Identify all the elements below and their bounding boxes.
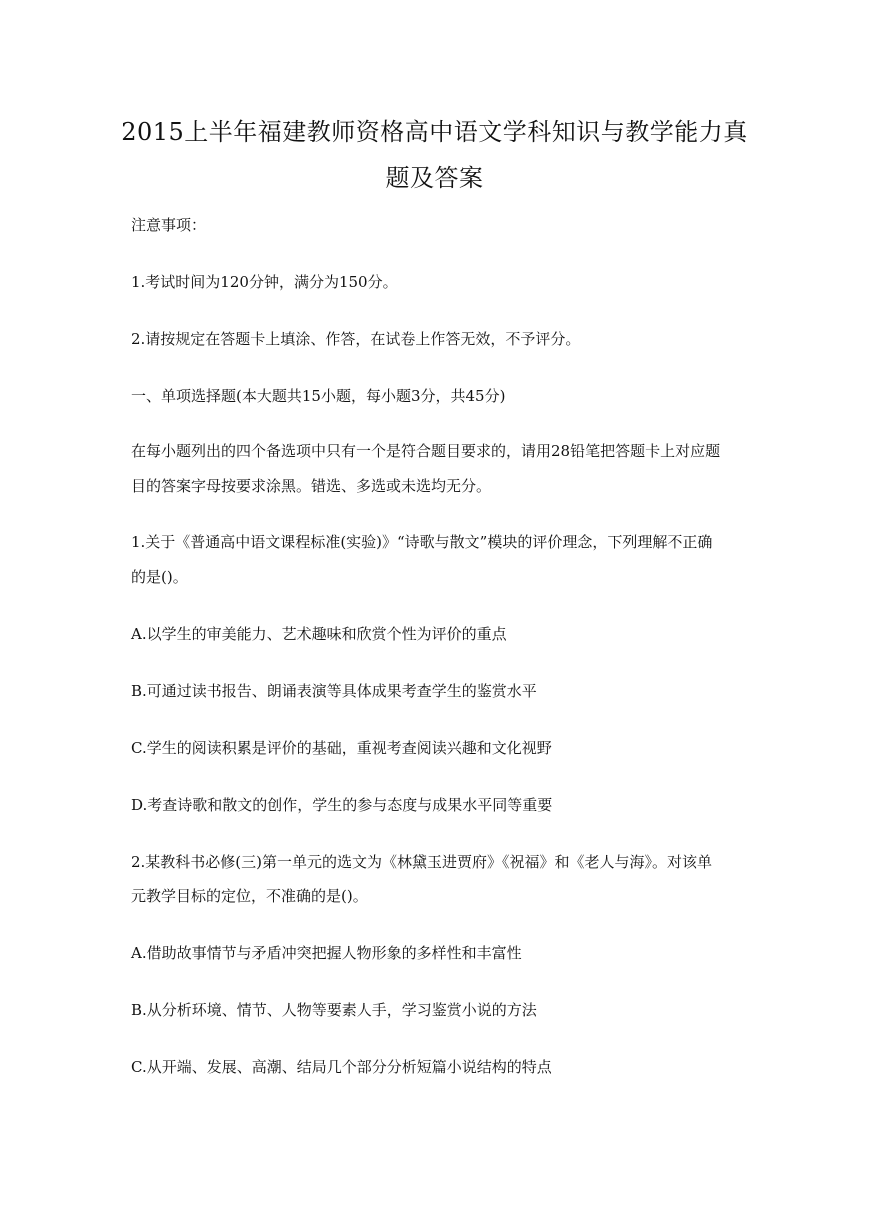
question-1-option-b: B.可通过读书报告、朗诵表演等具体成果考查学生的鉴赏水平 bbox=[131, 682, 537, 700]
notice-item-2: 2.请按规定在答题卡上填涂、作答，在试卷上作答无效，不予评分。 bbox=[131, 330, 581, 348]
notice-heading: 注意事项： bbox=[131, 216, 207, 234]
notice-item-1: 1.考试时间为120分钟，满分为150分。 bbox=[131, 273, 398, 291]
question-2-option-c: C.从开端、发展、高潮、结局几个部分分析短篇小说结构的特点 bbox=[131, 1058, 552, 1076]
document-title-line-2: 题及答案 bbox=[385, 164, 484, 192]
question-1-option-a: A.以学生的审美能力、艺术趣味和欣赏个性为评价的重点 bbox=[131, 625, 507, 643]
section-heading: 一、单项选择题(本大题共15小题，每小题3分，共45分) bbox=[131, 387, 506, 405]
question-1-stem-line-2: 的是()。 bbox=[131, 568, 188, 586]
instruction-line-2: 目的答案字母按要求涂黑。错选、多选或未选均无分。 bbox=[131, 477, 492, 495]
question-2-stem-line-1: 2.某教科书必修(三)第一单元的选文为《林黛玉进贾府》《祝福》和《老人与海》。对该单 bbox=[131, 853, 713, 871]
question-1-option-d: D.考查诗歌和散文的创作，学生的参与态度与成果水平同等重要 bbox=[131, 796, 553, 814]
question-2-stem-line-2: 元教学目标的定位，不准确的是()。 bbox=[131, 887, 368, 905]
question-2-option-a: A.借助故事情节与矛盾冲突把握人物形象的多样性和丰富性 bbox=[131, 944, 522, 962]
question-2-option-b: B.从分析环境、情节、人物等要素人手，学习鉴赏小说的方法 bbox=[131, 1001, 537, 1019]
document-title-line-1: 2015上半年福建教师资格高中语文学科知识与教学能力真 bbox=[121, 118, 748, 146]
question-1-option-c: C.学生的阅读积累是评价的基础，重视考查阅读兴趣和文化视野 bbox=[131, 739, 552, 757]
question-1-stem-line-1: 1.关于《普通高中语文课程标准(实验)》“诗歌与散文”模块的评价理念，下列理解不正确 bbox=[131, 533, 713, 551]
instruction-line-1: 在每小题列出的四个备选项中只有一个是符合题目要求的，请用28铅笔把答题卡上对应题 bbox=[131, 442, 721, 460]
